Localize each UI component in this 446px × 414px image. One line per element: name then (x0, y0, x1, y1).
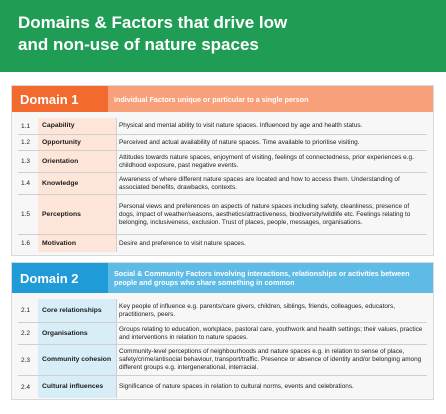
factor-description: Attitudes towards nature spaces, enjoyment of visiting, feelings of connectedness, prior experiences e.g. childhood exposure, past negative events. (116, 151, 427, 172)
row-number: 2.4 (21, 383, 31, 391)
factor-description: Community-level perceptions of neighbourhoods and nature spaces e.g. in relation to sense of place, safety/crime/antisocial behaviour, transport/traffic. Presence or absence of identity and/or belonging among different groups e.g. intergenerational, interracial. (116, 345, 427, 375)
factor-name: Opportunity (38, 135, 116, 150)
row-number: 1.6 (21, 240, 31, 247)
title-banner (0, 0, 446, 72)
domain-2-title: Domain 2 (12, 263, 108, 293)
row-number: 1.3 (21, 158, 31, 165)
table-row (18, 195, 427, 235)
row-number: 2.1 (21, 307, 31, 314)
row-number: 2.3 (21, 356, 31, 364)
factor-name: Community cohesion (38, 345, 116, 375)
factor-name: Perceptions (38, 195, 116, 234)
table-row (18, 173, 427, 195)
row-number: 2.2 (21, 330, 31, 337)
factor-description: Perceived and actual availability of nature spaces. Time available to prioritise visiting. (116, 135, 427, 150)
table-row (18, 299, 427, 323)
domain-2-rows (12, 293, 433, 398)
factor-description: Awareness of where different nature spaces are located and how to access them. Understanding of associated benefits, drawbacks, contexts. (116, 173, 427, 194)
domain-2-header (12, 263, 433, 293)
row-number: 1.2 (21, 139, 31, 146)
factor-name: Knowledge (38, 173, 116, 194)
domain-1-panel (11, 85, 434, 256)
domain-1-header (12, 86, 433, 112)
factor-description: Key people of influence e.g. parents/care givers, children, siblings, friends, colleagues, educators, practitioners, peers. (116, 299, 427, 322)
factor-description: Significance of nature spaces in relation to cultural norms, events and celebrations. (116, 376, 427, 398)
table-row (18, 151, 427, 173)
domain-1-rows (12, 112, 433, 252)
table-row (18, 118, 427, 135)
table-row (18, 135, 427, 151)
domain-2-panel (11, 262, 434, 400)
table-row (18, 235, 427, 252)
table-row (18, 323, 427, 345)
factor-description: Groups relating to education, workplace, pastoral care, youthwork and health settings; their values, practice and interventions in relation to nature spaces. (116, 323, 427, 344)
domain-1-description: Individual Factors unique or particular to a single person (108, 86, 433, 112)
table-row (18, 345, 427, 376)
factor-description: Physical and mental ability to visit nature spaces. Influenced by age and health status. (116, 118, 427, 134)
factor-name: Core relationships (38, 299, 116, 322)
table-row (18, 376, 427, 398)
factor-name: Capability (38, 118, 116, 134)
domain-2-description: Social & Community Factors involving interactions, relationships or activities between people and groups who share something in common (108, 263, 433, 293)
factor-description: Personal views and preferences on aspects of nature spaces including safety, cleanliness, presence of dogs, impact of weather/seasons, aesthetics/attractiveness, biodiversity/wildlife etc. Feelings relating to belonging, inclusiveness, exclusion. Trust of places, people, messages, organisations. (116, 195, 427, 234)
factor-name: Cultural influences (38, 376, 116, 398)
title-line-1: Domains & Factors that drive low (18, 13, 288, 32)
factor-name: Organisations (38, 323, 116, 344)
row-number: 1.5 (21, 211, 31, 218)
title-line-2: and non-use of nature spaces (18, 35, 259, 54)
row-number: 1.4 (21, 180, 31, 187)
factor-name: Orientation (38, 151, 116, 172)
row-number: 1.1 (21, 122, 31, 130)
factor-description: Desire and preference to visit nature spaces. (116, 235, 427, 252)
domain-1-title: Domain 1 (12, 86, 108, 112)
factor-name: Motivation (38, 235, 116, 252)
